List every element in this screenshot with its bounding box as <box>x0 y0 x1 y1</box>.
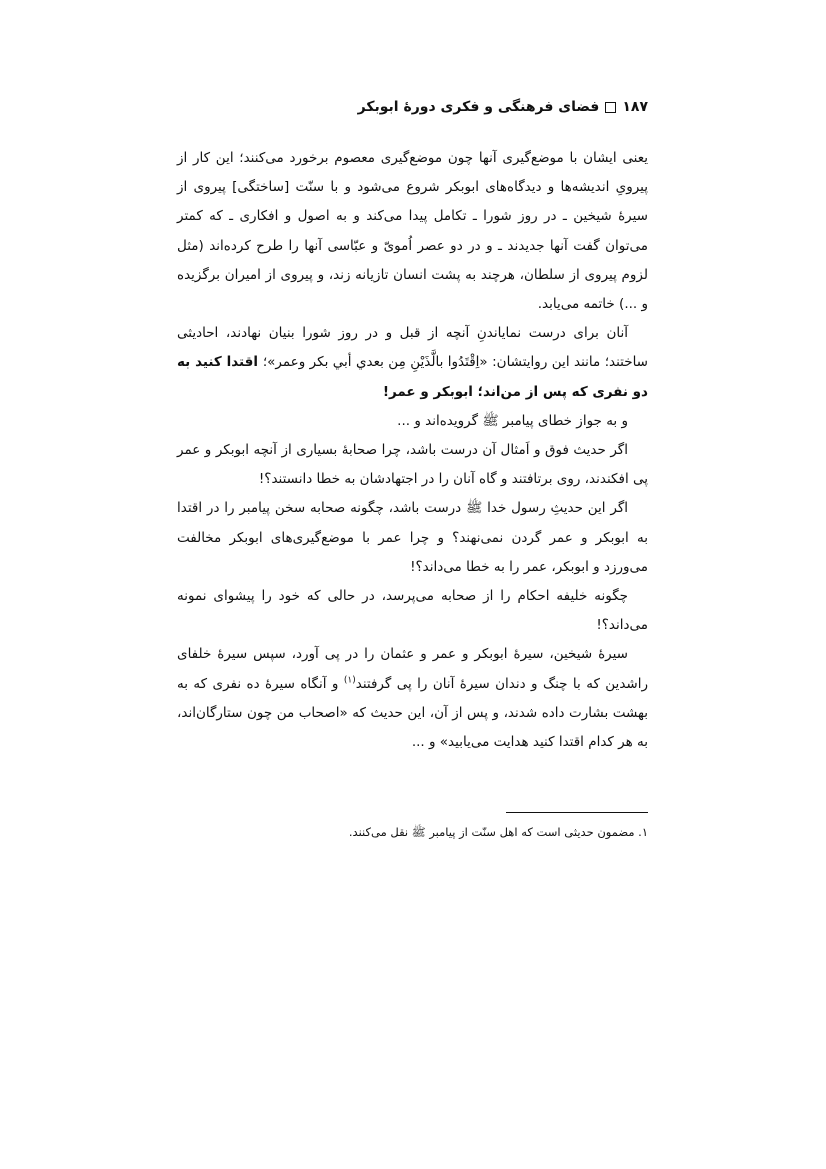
paragraph-bold-text: اقتدا کنید به دو نفری که پس از من‌اند؛ ابوبکر و عمر! <box>177 354 648 400</box>
header-title: فضای فرهنگی و فکری دورهٔ ابوبکر <box>357 99 600 115</box>
paragraph: یعنی ایشان با موضع‌گیری آنها چون موضع‌گیری معصوم برخورد می‌کنند؛ این کار از پیرویِ اندیشه‌ها و دیدگاه‌های ابوبکر شروع می‌شود و با سنّت [ساختگی] پیروی از سیرهٔ شیخین ـ در روز شورا ـ تکامل پیدا می‌کند و به اصول و افکاری ـ که کمتر می‌توان گفت آنها جدیدند ـ و در دو عصر اُمویّ و عبّاسی آنها را طرح کرده‌اند (مثل لزوم پیروی از سلطان، هرچند به پشت انسان تازیانه زند، و پیروی از امیران برگزیده و ...) خاتمه می‌یابد. <box>177 150 648 313</box>
square-ornament-icon <box>605 102 616 113</box>
paragraph: و به جواز خطای پیامبر ﷺ گرویده‌اند و ... <box>397 412 628 429</box>
footnote-reference[interactable]: (۱) <box>343 675 356 686</box>
page-number: ۱۸۷ <box>622 99 648 115</box>
paragraph-text: سیرهٔ شیخین، سیرهٔ ابوبکر و عمر و عثمان را در پی آورد، سپس سیرهٔ خلفای راشدین که با چنگ و دندان سیرهٔ آنان را پی گرفتند <box>177 646 648 692</box>
paragraph-text-continued: و آنگاه سیرهٔ ده نفری که به بهشت بشارت داده شدند، و پس از آن، این حدیث که «اصحاب من چون ستارگان‌اند، به هر کدام اقتدا کنید هدایت می‌یابید» و ... <box>177 675 648 751</box>
paragraph: چگونه خلیفه احکام را از صحابه می‌پرسد، در حالی که خود را پیشوای نمونه می‌داند؟! <box>177 588 648 634</box>
running-header <box>178 97 648 117</box>
footnote: ۱. مضمون حدیثی است که اهل سنّت از پیامبر ﷺ نقل می‌کنند. <box>348 825 648 839</box>
footnote-divider <box>506 812 648 813</box>
paragraph: اگر حدیث فوق و اَمثال آن درست باشد، چرا صحابهٔ بسیاری از آنچه ابوبکر و عمر پی افکندند، روی برتافتند و گاه آنان را در اجتهادشان به خطا دانستند؟! <box>177 442 648 488</box>
paragraph <box>177 640 648 757</box>
paragraph <box>177 319 648 407</box>
body-text <box>177 144 648 757</box>
paragraph: اگر این حدیثِ رسول خدا ﷺ درست باشد، چگونه صحابه سخن پیامبر را در اقتدا به ابوبکر و عمر گردن نمی‌نهند؟ و چرا عمر با موضع‌گیری‌های ابوبکر مخالفت می‌ورزد و ابوبکر، عمر را به خطا می‌داند؟! <box>177 500 648 575</box>
paragraph-text: آنان برای درست نمایاندنِ آنچه از قبل و در روز شورا بنیان نهادند، احادیثی ساختند؛ مانند این روایتشان: «اِقْتَدُوا بالَّذَيْنِ مِن بعدي أبي بكر وعمر»؛ <box>177 325 648 371</box>
